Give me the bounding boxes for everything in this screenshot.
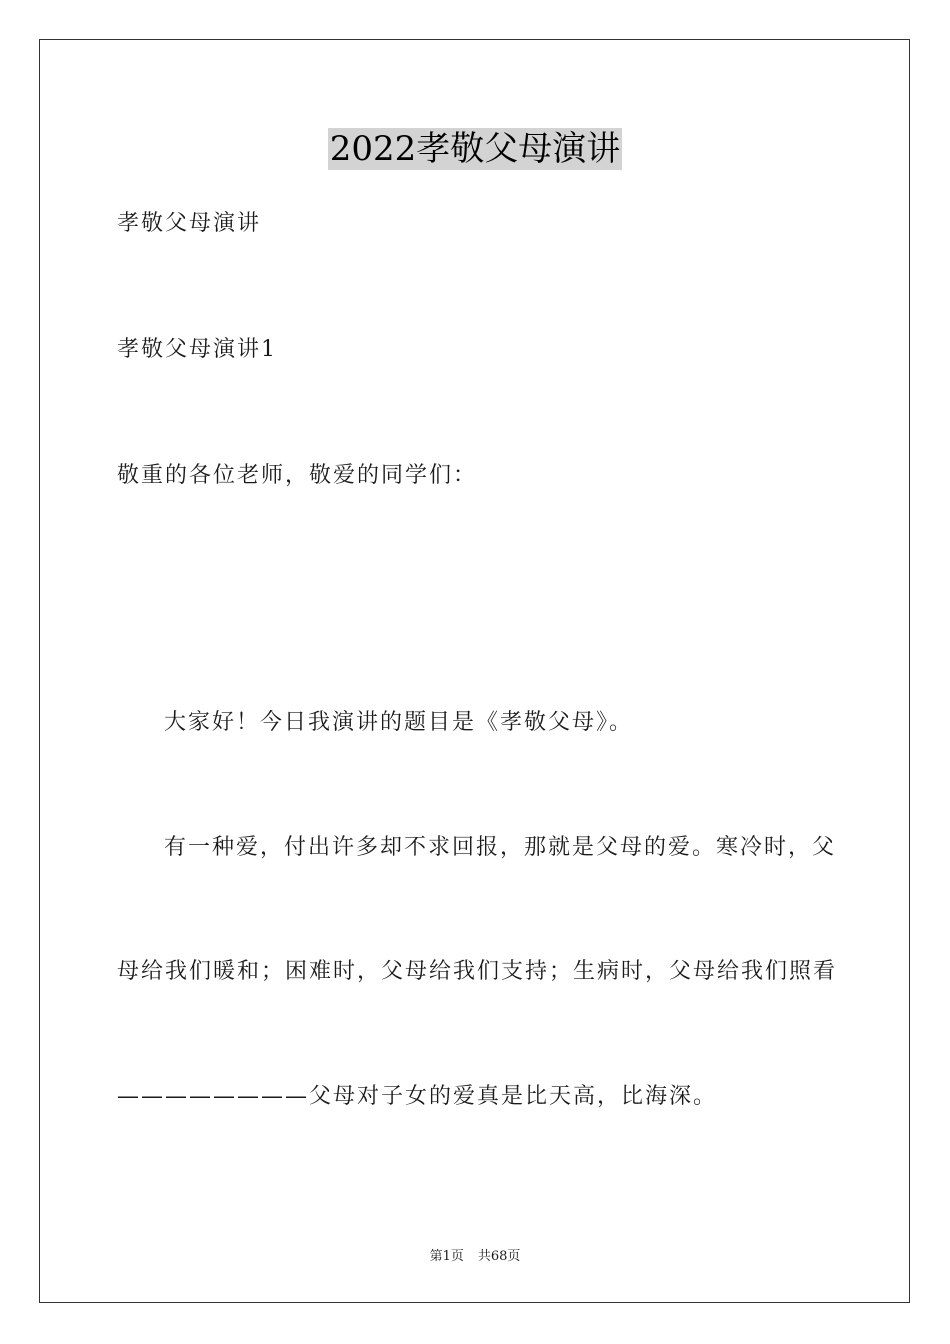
paragraph-2-line-2: 母给我们暖和；困难时，父母给我们支持；生病时，父母给我们照看 [117, 959, 838, 984]
page-footer [0, 1248, 950, 1266]
paragraph-1: 大家好！今日我演讲的题目是《孝敬父母》。 [164, 710, 634, 735]
section-heading: 孝敬父母演讲1 [117, 337, 277, 362]
subtitle: 孝敬父母演讲 [117, 211, 262, 236]
page-total: 共68页 [477, 1249, 521, 1264]
salutation: 敬重的各位老师，敬爱的同学们： [117, 463, 478, 488]
paragraph-2-line-1: 有一种爱，付出许多却不求回报，那就是父母的爱。寒冷时，父 [164, 835, 837, 860]
page-number: 第1页 [429, 1249, 464, 1264]
document-title: 2022孝敬父母演讲 [329, 129, 621, 169]
title-container [0, 128, 950, 170]
paragraph-2-line-3: ————————父母对子女的爱真是比天高，比海深。 [117, 1084, 718, 1109]
